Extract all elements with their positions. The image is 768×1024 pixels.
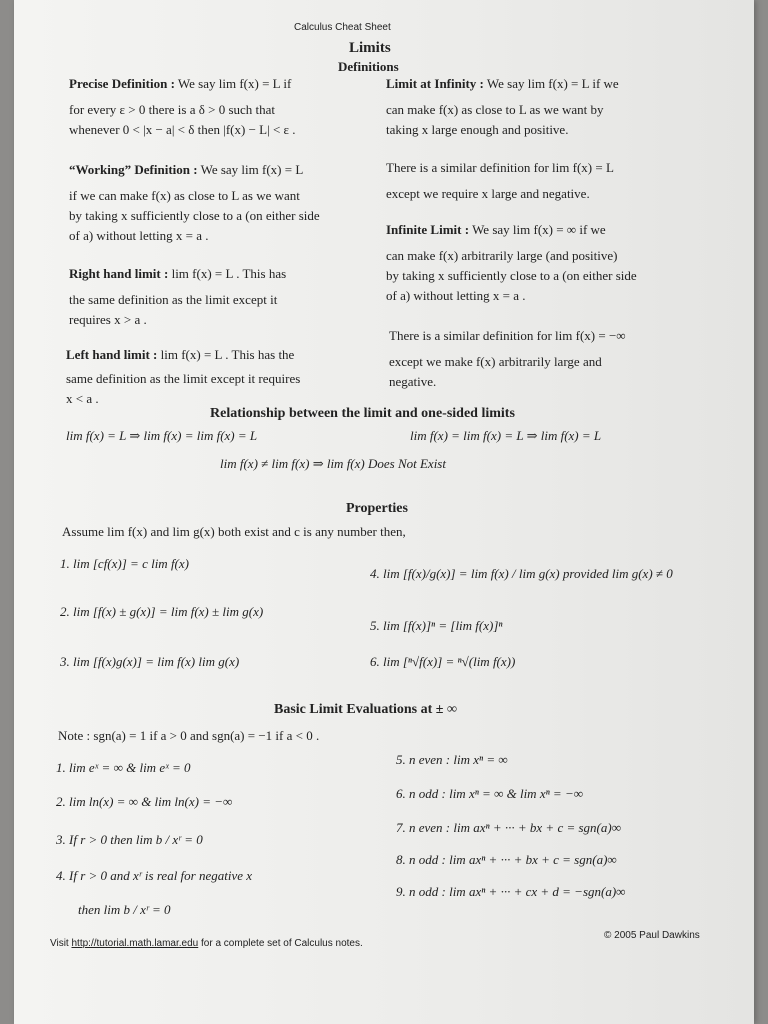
basic-item-5: 5. n even : lim xⁿ = ∞ [396,752,508,767]
definitions-heading: Definitions [338,59,399,74]
basic-item-2: 2. lim ln(x) = ∞ & lim ln(x) = −∞ [56,794,233,809]
precise-label: Precise Definition : [69,76,175,91]
relationship-heading: Relationship between the limit and one-sided limits [210,406,515,421]
left-hand-limit [66,345,300,409]
similar1-line1: There is a similar definition for lim f(x) = L [386,160,614,175]
precise-line2: for every ε > 0 there is a δ > 0 such that [69,102,276,117]
infinite-limit [386,220,637,306]
infinity-line3: taking x large enough and positive. [386,122,569,137]
similar2-line3: negative. [389,374,437,389]
tutorial-link[interactable]: http://tutorial.math.lamar.edu [71,938,199,949]
left-hand-line1: lim f(x) = L . This has the [160,347,295,362]
property-2: 2. lim [f(x) ± g(x)] = lim f(x) ± lim g(x) [60,604,264,619]
right-hand-line3: requires x > a . [69,312,147,327]
page-title: Limits [349,40,391,56]
properties-assume: Assume lim f(x) and lim g(x) both exist and c is any number then, [62,524,406,539]
infinity-label: Limit at Infinity : [386,76,484,91]
similar2-line2: except we make f(x) arbitrarily large and [389,354,602,369]
working-label: “Working” Definition : [69,162,198,177]
similar-definition-2 [389,326,626,392]
working-line2: if we can make f(x) as close to L as we want [69,188,300,203]
working-line1: We say lim f(x) = L [200,162,304,177]
similar-definition-1 [386,158,614,204]
basic-item-8: 8. n odd : lim axⁿ + ··· + bx + c = sgn(a)∞ [396,852,617,867]
infinite-line4: of a) without letting x = a . [386,288,526,303]
relationship-eq1: lim f(x) = L ⇒ lim f(x) = lim f(x) = L [66,428,258,443]
infinity-line1: We say lim f(x) = L if we [486,76,619,91]
infinite-line3: by taking x sufficiently close to a (on either side [386,268,637,283]
left-hand-line2: same definition as the limit except it requires [66,371,301,386]
relationship-eq2: lim f(x) = lim f(x) = L ⇒ lim f(x) = L [410,428,602,443]
relationship-eq3: lim f(x) ≠ lim f(x) ⇒ lim f(x) Does Not Exist [220,456,446,471]
working-definition [69,160,320,246]
precise-definition [69,74,296,140]
infinity-line2: can make f(x) as close to L as we want by [386,102,604,117]
cheat-sheet-page [14,0,754,1024]
footer-visit: Visit [50,938,69,949]
footer-note [50,938,363,949]
basic-item-7: 7. n even : lim axⁿ + ··· + bx + c = sgn(a)∞ [396,820,621,835]
infinite-label: Infinite Limit : [386,222,470,237]
page-header: Calculus Cheat Sheet [294,22,391,33]
right-hand-limit [69,264,286,330]
precise-line1: We say lim f(x) = L if [177,76,292,91]
property-6: 6. lim [ⁿ√f(x)] = ⁿ√(lim f(x)) [370,654,516,669]
basic-item-6: 6. n odd : lim xⁿ = ∞ & lim xⁿ = −∞ [396,786,583,801]
left-hand-line3: x < a . [66,391,99,406]
basic-item-3: 3. If r > 0 then lim b / xʳ = 0 [56,832,203,847]
working-line4: of a) without letting x = a . [69,228,209,243]
property-3: 3. lim [f(x)g(x)] = lim f(x) lim g(x) [60,654,240,669]
right-hand-line2: the same definition as the limit except it [69,292,278,307]
basic-note: Note : sgn(a) = 1 if a > 0 and sgn(a) = −1 if a < 0 . [58,728,320,743]
property-5: 5. lim [f(x)]ⁿ = [lim f(x)]ⁿ [370,618,503,633]
precise-line3: whenever 0 < |x − a| < δ then |f(x) − L| < ε . [69,122,296,137]
limit-at-infinity [386,74,619,140]
working-line3: by taking x sufficiently close to a (on either side [69,208,320,223]
basic-item-4: 4. If r > 0 and xʳ is real for negative x [56,868,253,883]
infinite-line1: We say lim f(x) = ∞ if we [472,222,606,237]
right-hand-label: Right hand limit : [69,266,169,281]
copyright: © 2005 Paul Dawkins [604,930,700,941]
properties-heading: Properties [346,501,408,516]
basic-item-1: 1. lim eˣ = ∞ & lim eˣ = 0 [56,760,191,775]
footer-rest: for a complete set of Calculus notes. [201,938,363,949]
property-4: 4. lim [f(x)/g(x)] = lim f(x) / lim g(x) provided lim g(x) ≠ 0 [370,566,673,581]
property-1: 1. lim [cf(x)] = c lim f(x) [60,556,189,571]
right-hand-line1: lim f(x) = L . This has [171,266,287,281]
left-hand-label: Left hand limit : [66,347,158,362]
basic-item-4-cont: then lim b / xʳ = 0 [78,902,171,917]
similar2-line1: There is a similar definition for lim f(x) = −∞ [389,328,626,343]
basic-item-9: 9. n odd : lim axⁿ + ··· + cx + d = −sgn(a)∞ [396,884,626,899]
infinite-line2: can make f(x) arbitrarily large (and positive) [386,248,618,263]
basic-heading: Basic Limit Evaluations at ± ∞ [274,702,457,717]
similar1-line2: except we require x large and negative. [386,186,590,201]
